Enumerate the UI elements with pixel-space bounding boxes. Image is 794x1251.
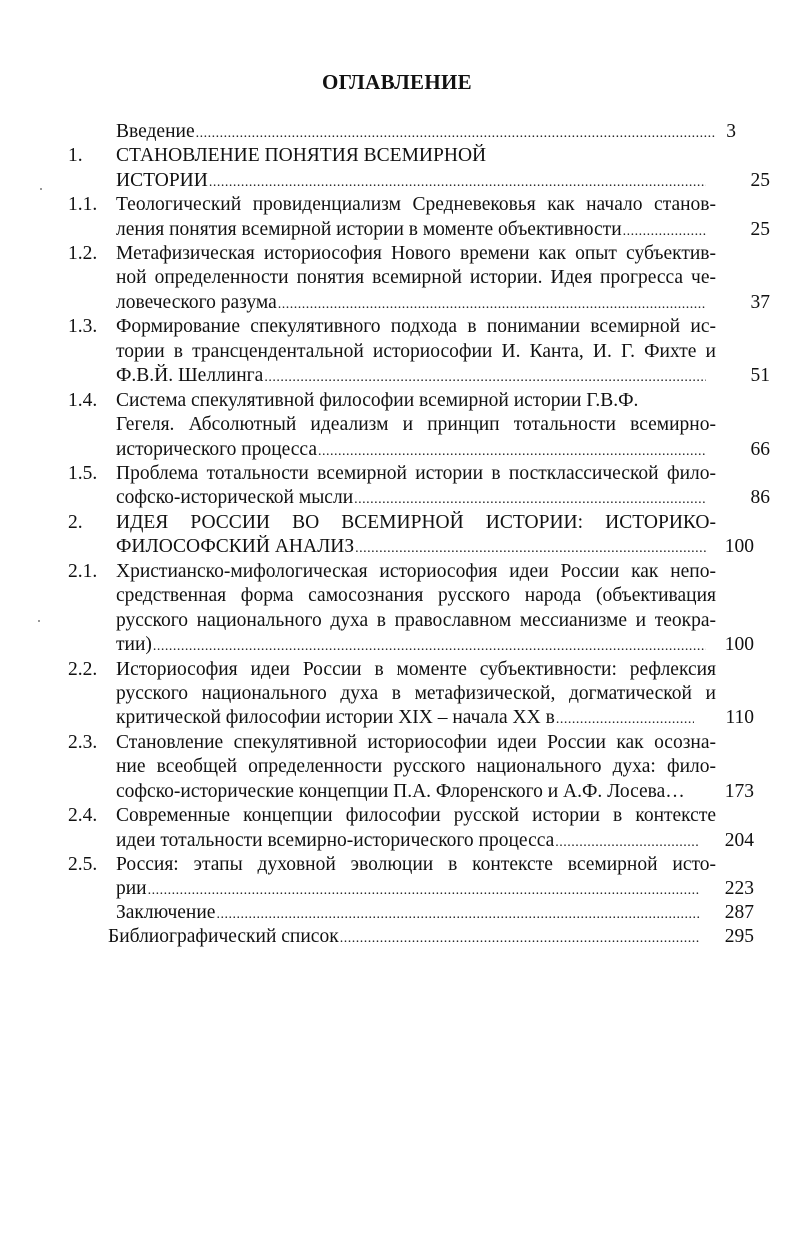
toc-entry-text: Ф.В.Й. Шеллинга (116, 365, 264, 386)
toc-page-number: 100 (724, 634, 754, 655)
toc-entry-text: Современные концепции философии русской истории в контексте (116, 805, 716, 826)
toc-entry-text: Теологический провиденциализм Средневековья как начало станов- (116, 194, 716, 215)
toc-page-number: 287 (724, 902, 754, 923)
toc-entry-text: Формирование спекулятивного подхода в понимании всемирной ис- (116, 316, 716, 337)
toc-entry-text: Метафизическая историософия Нового времени как опыт субъектив- (116, 243, 716, 264)
scan-speck (40, 188, 42, 190)
dot-leader (153, 635, 706, 659)
dot-leader (264, 366, 706, 390)
toc-page-number: 66 (750, 439, 770, 460)
toc-entry-section-1-3[interactable] (116, 364, 708, 390)
dot-leader (216, 903, 700, 927)
toc-entry-text: Система спекулятивной философии всемирной истории Г.В.Ф. (116, 390, 639, 411)
toc-page-number: 25 (750, 170, 770, 191)
toc-entry-text: русского национального духа в православном мессианизме и теокра- (116, 610, 716, 631)
toc-entry-text: средственная форма самосознания русского народа (объективация (116, 585, 716, 606)
toc-entry-text: Гегеля. Абсолютный идеализм и принцип тотальности всемирно- (116, 414, 716, 435)
toc-entry-text: ной определенности понятия всемирной истории. Идея прогресса че- (116, 267, 716, 288)
toc-entry-text: ИДЕЯ РОССИИ ВО ВСЕМИРНОЙ ИСТОРИИ: ИСТОРИКО- (116, 512, 716, 533)
toc-entry-text: идеи тотальности всемирно-исторического процесса (116, 830, 555, 851)
toc-entry-number: 2.2. (68, 659, 98, 680)
toc-entry-section-2-3[interactable] (116, 780, 685, 804)
toc-entry-number: 2.3. (68, 732, 98, 753)
toc-entry-text: исторического процесса (116, 439, 317, 460)
dot-leader (555, 831, 700, 855)
toc-entry-text: Введение (116, 121, 195, 142)
toc-entry-text: тории в трансцендентальной историософии И. Канта, И. Г. Фихте и (116, 341, 716, 362)
toc-entry-number: 1.4. (68, 390, 98, 411)
toc-entry-introduction[interactable] (116, 120, 718, 146)
toc-entry-number: 2.5. (68, 854, 98, 875)
toc-entry-section-2-1[interactable] (116, 633, 708, 659)
toc-page-number: 51 (750, 365, 770, 386)
toc-entry-text: русского национального духа в метафизической, догматической и (116, 683, 716, 704)
toc-entry-text: софско-исторической мысли (116, 487, 354, 508)
toc-entry-text: ловеческого разума (116, 292, 277, 313)
toc-entry-text: Россия: этапы духовной эволюции в контексте всемирной исто- (116, 854, 716, 875)
toc-entry-section-1-1[interactable] (116, 218, 708, 244)
page-title: ОГЛАВЛЕНИЕ (322, 70, 472, 94)
toc-entry-bibliography[interactable] (108, 925, 702, 951)
dot-leader (355, 537, 706, 561)
toc-entry-text: Заключение (116, 902, 216, 923)
toc-page-number: 100 (724, 536, 754, 557)
dot-leader (318, 440, 706, 464)
toc-page-number: 173 (724, 781, 754, 802)
dot-leader (340, 927, 700, 951)
toc-page-number: 110 (725, 707, 754, 728)
scan-speck (38, 620, 40, 622)
toc-page-number: 37 (750, 292, 770, 313)
toc-entry-number: 1.3. (68, 316, 98, 337)
toc-entry-section-1-5[interactable] (116, 486, 708, 512)
toc-entry-section-1-2[interactable] (116, 291, 708, 317)
toc-page-number: 295 (724, 926, 754, 947)
toc-entry-number: 2. (68, 512, 83, 533)
toc-entry-section-2-2[interactable] (116, 706, 696, 732)
toc-entry-text: ФИЛОСОФСКИЙ АНАЛИЗ (116, 536, 355, 557)
toc-page-number: 86 (750, 487, 770, 508)
dot-leader (278, 293, 706, 317)
toc-entry-text: Проблема тотальности всемирной истории в постклассической фило- (116, 463, 716, 484)
toc-entry-number: 1.2. (68, 243, 98, 264)
toc-entry-conclusion[interactable] (116, 901, 702, 927)
toc-entry-text: тии) (116, 634, 152, 655)
toc-entry-text: Становление спекулятивной историософии идеи России как осозна- (116, 732, 716, 753)
toc-entry-text: Христианско-мифологическая историософия идеи России как непо- (116, 561, 716, 582)
toc-entry-section-2-5[interactable] (116, 877, 702, 903)
toc-page-number: 204 (724, 830, 754, 851)
toc-entry-text: СТАНОВЛЕНИЕ ПОНЯТИЯ ВСЕМИРНОЙ (116, 145, 487, 166)
toc-entry-section-1-4[interactable] (116, 438, 708, 464)
toc-entry-number: 2.1. (68, 561, 98, 582)
toc-entry-chapter-2[interactable] (116, 535, 708, 561)
toc-entry-number: 1.1. (68, 194, 98, 215)
dot-leader (196, 122, 716, 146)
dot-leader (556, 708, 694, 732)
toc-entry-section-2-4[interactable] (116, 829, 702, 855)
toc-entry-number: 2.4. (68, 805, 98, 826)
toc-entry-chapter-1[interactable] (116, 169, 708, 195)
toc-entry-text: ние всеобщей определенности русского национального духа: фило- (116, 756, 716, 777)
toc-entry-text: критической философии истории XIX – начала XX в (116, 707, 555, 728)
toc-entry-text: ИСТОРИИ (116, 170, 208, 191)
toc-entry-number: 1.5. (68, 463, 98, 484)
toc-entry-text: Историософия идеи России в моменте субъективности: рефлексия (116, 659, 716, 680)
toc-entry-text: Библиографический список (108, 926, 339, 947)
dot-leader (148, 879, 700, 903)
toc-entry-number: 1. (68, 145, 83, 166)
dot-leader (354, 488, 706, 512)
toc-entry-text: рии (116, 878, 147, 899)
dot-leader (209, 171, 706, 195)
toc-page-number: 25 (750, 219, 770, 240)
toc-entry-text: ления понятия всемирной истории в моменте объективности (116, 219, 622, 240)
toc-page-number: 223 (724, 878, 754, 899)
toc-entry-text: софско-исторические концепции П.А. Флоренского и А.Ф. Лосева… (116, 781, 685, 802)
toc-page-number: 3 (726, 121, 736, 142)
